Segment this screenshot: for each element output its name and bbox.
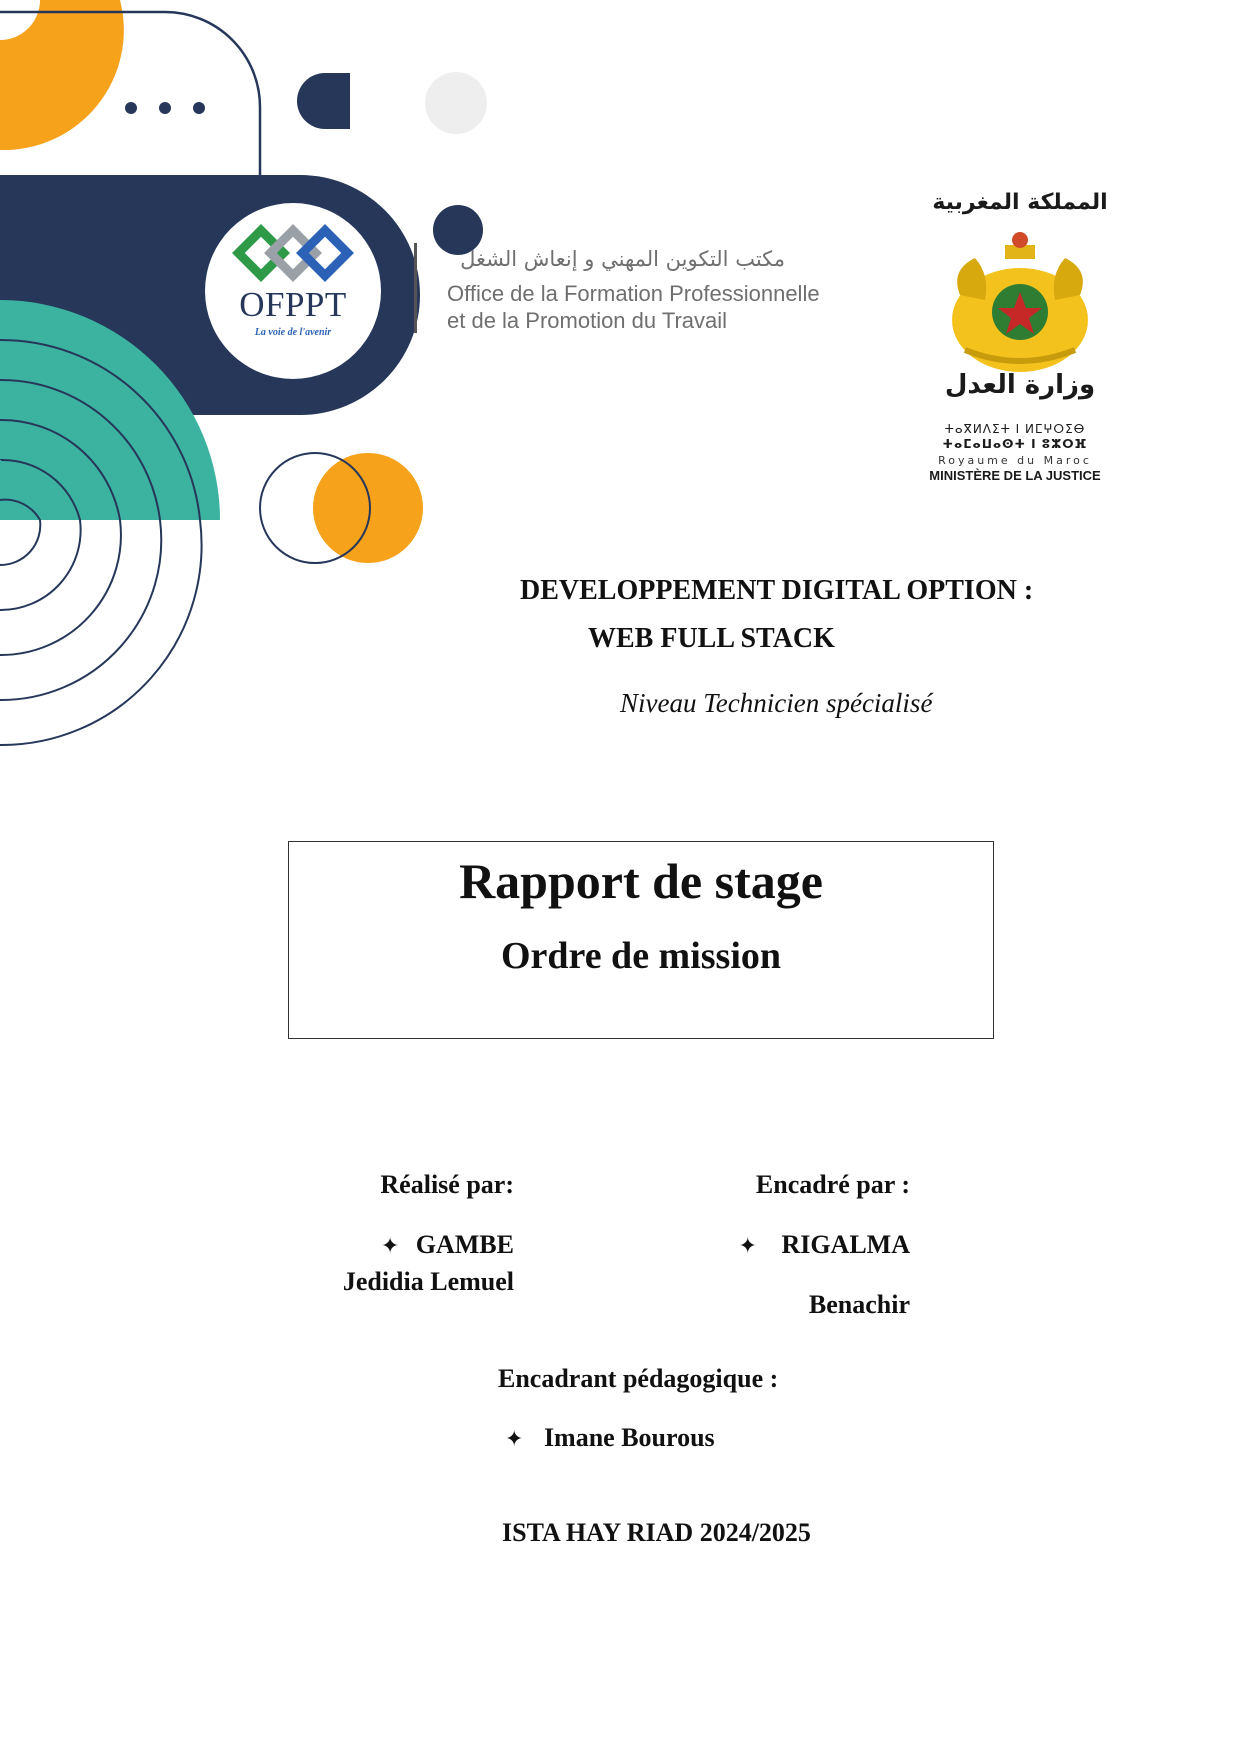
tifinagh-line-1: ⵜⴰⴳⵍⴷⵉⵜ ⵏ ⵍⵎⵖⵔⵉⴱ [944,422,1086,436]
royaume-du-maroc: Royaume du Maroc [938,454,1092,467]
encadre-name-line-2: Benachir [808,1290,910,1319]
star-icon: ✦ [505,1427,524,1452]
navy-half-capsule [297,73,350,129]
pedagogique-label: Encadrant pédagogique : [498,1364,779,1393]
star-icon: ✦ [380,1234,400,1259]
realise-name-line-2: Jedidia Lemuel [342,1267,514,1296]
tifinagh-line-2: ⵜⴰⵎⴰⵡⴰⵙⵜ ⵏ ⵓⵣⵔⴼ [942,437,1088,451]
dot-2 [159,102,171,114]
ministere-de-la-justice: MINISTÈRE DE LA JUSTICE [929,468,1101,483]
report-title: Rapport de stage [459,853,823,909]
ofppt-arabic-name: مكتب التكوين المهني و إنعاش الشغل [460,247,785,271]
institution-year: ISTA HAY RIAD 2024/2025 [502,1518,811,1547]
ofppt-tagline: La voie de l'avenir [254,327,332,338]
ofppt-french-name-1: Office de la Formation Professionnelle [447,281,820,306]
program-line-1: DEVELOPPEMENT DIGITAL OPTION : [520,575,1034,606]
ofppt-separator [414,243,417,333]
orange-circle [313,453,423,563]
pedagogique-name: Imane Bourous [543,1423,715,1452]
report-subtitle: Ordre de mission [500,935,782,977]
encadre-label: Encadré par : [755,1170,910,1199]
star-icon: ✦ [738,1234,757,1259]
ofppt-logo-text: OFPPT [239,285,347,324]
realise-label: Réalisé par: [380,1170,514,1199]
arabic-ministry: وزارة العدل [944,370,1096,400]
light-gray-circle [425,72,487,134]
encadre-name-line-1 [700,1230,910,1260]
realise-name-1: GAMBE [415,1230,514,1259]
encadre-name-1: RIGALMA [781,1230,910,1259]
program-level: Niveau Technicien spécialisé [620,688,933,718]
ofppt-french-name-2: et de la Promotion du Travail [447,308,728,333]
teal-fill-lower [0,460,1,461]
pedagogique-name-line [505,1423,715,1453]
moroccan-coat-of-arms-icon [952,232,1088,372]
arabic-kingdom: المملكة المغربية [932,190,1108,215]
realise-name-line-1 [320,1230,514,1260]
title-box [288,841,994,1039]
dot-1 [125,102,137,114]
program-line-2: WEB FULL STACK [588,623,835,654]
dot-3 [193,102,205,114]
